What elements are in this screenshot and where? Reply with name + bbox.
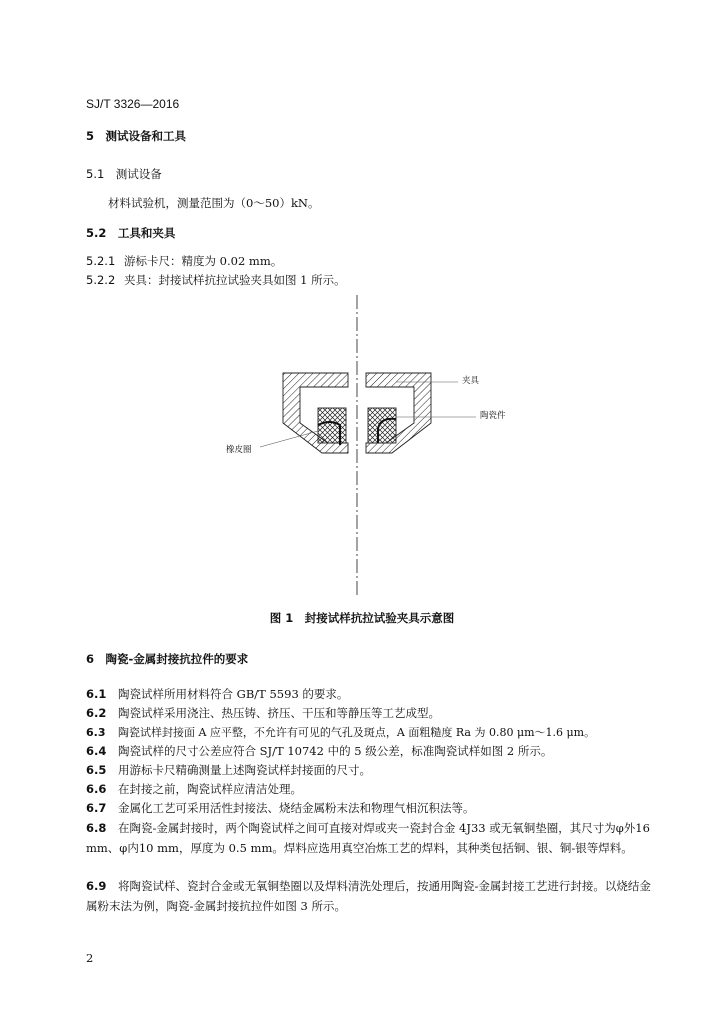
section-5-2-title: 5.2 工具和夹具 [86,226,176,240]
clause-text: 在陶瓷-金属封接时，两个陶瓷试样之间可直接对焊或夹一瓷封合金 4J33 或无氧铜垫圈，其尺寸为φ外16 mm、φ内10 mm，厚度为 0.5 mm。焊料应选用真空冶炼工艺的焊料，其种类包括铜、银、铜-银等焊料。 [86,821,650,855]
section-6-title: 6 陶瓷-金属封接抗拉件的要求 [86,652,249,666]
clause-number: 6.1 [86,687,107,701]
clause-6-2 [86,705,440,721]
left-ceramic [318,408,346,443]
clause-number: 6.6 [86,782,107,796]
clause-text: 金属化工艺可采用活性封接法、烧结金属粉末法和物理气相沉积法等。 [118,801,475,815]
clause-number: 6.2 [86,706,107,720]
section-5-1-title: 5.1 测试设备 [86,167,162,181]
clause-number: 5.2.1 [86,254,116,268]
clause-6-1 [86,686,348,702]
clause-6-3 [86,724,595,740]
clause-6-5 [86,762,371,778]
clause-number: 5.2.2 [86,273,116,287]
clause-6-6 [86,781,302,797]
clause-5-2-1 [86,253,282,269]
clause-text: 陶瓷试样采用浇注、热压铸、挤压、干压和等静压等工艺成型。 [118,706,440,720]
right-ceramic [368,408,396,443]
figure-1-caption: 图 1 封接试样抗拉试验夹具示意图 [269,611,455,625]
clause-number: 6.3 [86,726,106,739]
clause-6-7 [86,800,475,816]
clause-6-9 [86,877,656,916]
clause-5-2-2 [86,272,346,288]
section-5-title: 5 测试设备和工具 [86,129,187,143]
label-clamp: 夹具 [462,376,480,386]
clause-text: 用游标卡尺精确测量上述陶瓷试样封接面的尺寸。 [118,763,371,777]
clause-number: 6.8 [86,821,107,835]
clause-text: 陶瓷试样所用材料符合 GB/T 5593 的要求。 [118,687,349,701]
clause-text: 将陶瓷试样、瓷封合金或无氧铜垫圈以及焊料清洗处理后，按通用陶瓷-金属封接工艺进行封接。以烧结金属粉末法为例，陶瓷-金属封接抗拉件如图 3 所示。 [86,879,651,913]
clause-number: 6.9 [86,879,107,893]
section-5-1-body: 材料试验机，测量范围为（0～50）kN。 [108,196,320,210]
page-number: 2 [86,951,94,965]
clause-6-4 [86,743,552,759]
label-ceramic: 陶瓷件 [480,411,506,421]
clause-text: 夹具：封接试样抗拉试验夹具如图 1 所示。 [124,273,346,287]
clause-text: 游标卡尺：精度为 0.02 mm。 [124,254,283,268]
clause-number: 6.5 [86,763,107,777]
clause-6-8 [86,819,656,858]
label-rubber-ring: 橡皮圈 [226,445,252,455]
document-code: SJ/T 3326—2016 [86,97,180,111]
clause-text: 陶瓷试样封接面 A 应平整，不允许有可见的气孔及斑点，A 面粗糙度 Ra 为 0.80 μm～1.6 μm。 [118,726,596,739]
clause-text: 陶瓷试样的尺寸公差应符合 SJ/T 10742 中的 5 级公差，标准陶瓷试样如图 2 所示。 [118,744,553,758]
clause-number: 6.4 [86,744,107,758]
clause-number: 6.7 [86,801,107,815]
clause-text: 在封接之前，陶瓷试样应清洁处理。 [118,782,302,796]
